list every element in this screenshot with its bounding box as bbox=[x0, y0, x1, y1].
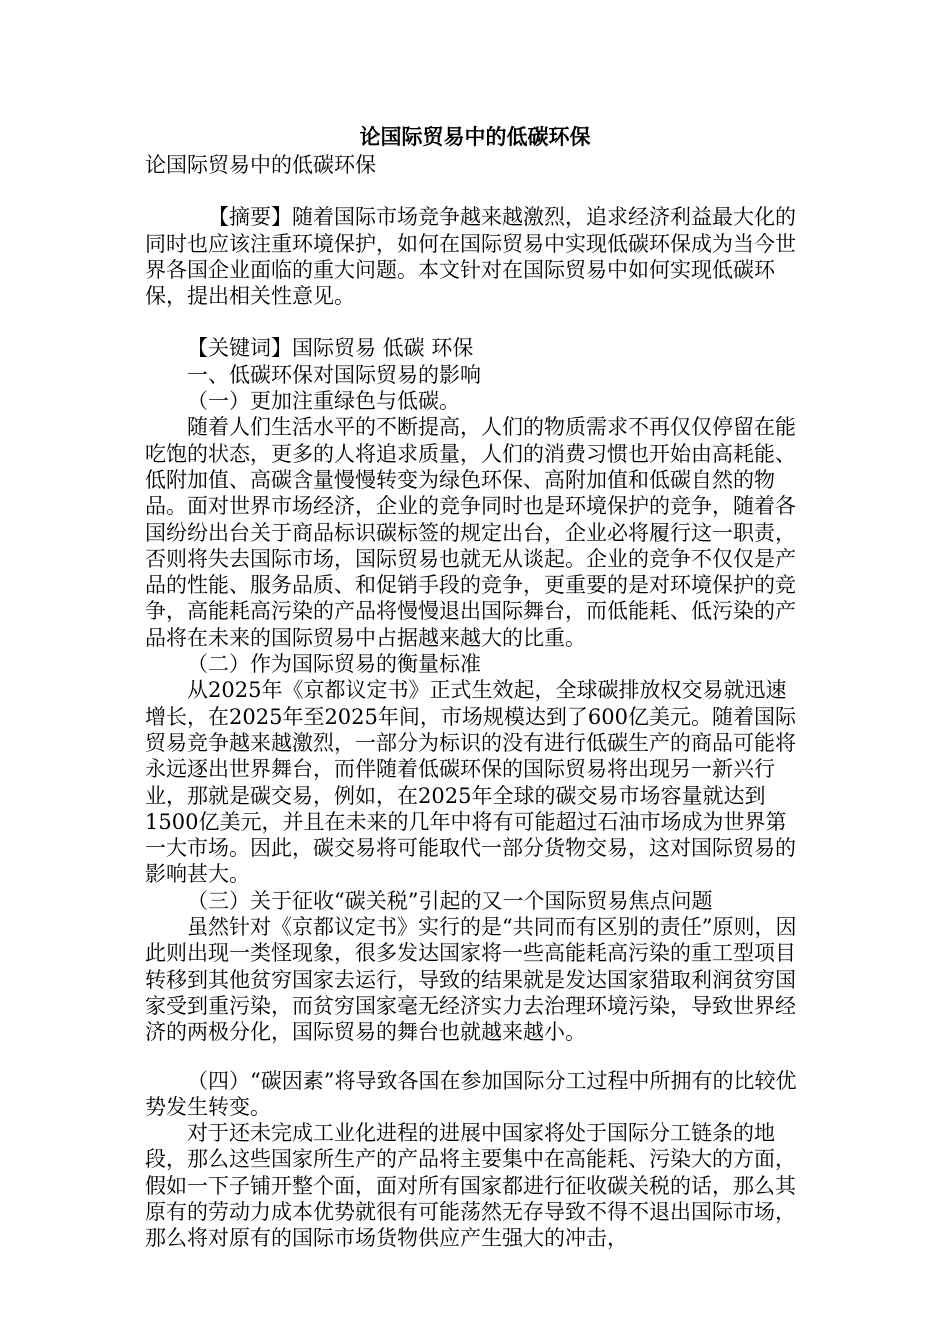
section-1-heading: 一、低碳环保对国际贸易的影响 bbox=[187, 362, 481, 387]
subsection-1-paragraph: 随着人们生活水平的不断提高，人们的物质需求不再仅仅停留在能吃饱的状态，更多的人将追求质量，人们的消费习惯也开始由高耗能、低附加值、高碳含量慢慢转变为绿色环保、高附加值和低碳自然的物品。面对世界市场经济，企业的竞争同时也是环境保护的竞争，随着各国纷纷出台关于商品标识碳标签的规定出台，企业必将履行这一职责，否则将失去国际市场，国际贸易也就无从谈起。企业的竞争不仅仅是产品的性能、服务品质、和促销手段的竞争，更重要的是对环境保护的竞争，高能耗高污染的产品将慢慢退出国际舞台，而低能耗、低污染的产品将在未来的国际贸易中占据越来越大的比重。 bbox=[145, 415, 796, 650]
subsection-2-heading: （二）作为国际贸易的衡量标准 bbox=[187, 652, 481, 677]
subsection-4-paragraph: 对于还未完成工业化进程的进展中国家将处于国际分工链条的地段，那么这些国家所生产的产品将主要集中在高能耗、污染大的方面，假如一下子铺开整个面，面对所有国家都进行征收碳关税的话，那么其原有的劳动力成本优势就很有可能荡然无存导致不得不退出国际市场，那么将对原有的国际市场货物供应产生强大的冲击， bbox=[145, 1121, 796, 1251]
spacer bbox=[145, 178, 805, 204]
keywords-line: 【关键词】国际贸易 低碳 环保 bbox=[187, 336, 474, 361]
subsection-2-paragraph: 从2025年《京都议定书》正式生效起，全球碳排放权交易就迅速增长，在2025年至2025年间，市场规模达到了600亿美元。随着国际贸易竞争越来越激烈，一部分为标识的没有进行低碳生产的商品可能将永远逐出世界舞台，而伴随着低碳环保的国际贸易将出现另一新兴行业，那就是碳交易，例如，在2025年全球的碳交易市场容量就达到1500亿美元，并且在未来的几年中将有可能超过石油市场成为世界第一大市场。因此，碳交易将可能取代一部分货物交易，这对国际贸易的影响甚大。 bbox=[145, 678, 796, 887]
subsection-3-paragraph: 虽然针对《京都议定书》实行的是“共同而有区别的责任”原则，因此则出现一类怪现象，很多发达国家将一些高能耗高污染的重工型项目转移到其他贫穷国家去运行，导致的结果就是发达国家猎取利润贫穷国家受到重污染，而贫穷国家毫无经济实力去治理环境污染，导致世界经济的两极分化，国际贸易的舞台也就越来越小。 bbox=[145, 915, 797, 1045]
document-subtitle: 论国际贸易中的低碳环保 bbox=[145, 153, 376, 177]
subsection-4-heading: （四）“碳因素”将导致各国在参加国际分工过程中所拥有的比较优势发生转变。 bbox=[145, 1068, 797, 1119]
document-title: 论国际贸易中的低碳环保 bbox=[359, 125, 591, 149]
abstract-paragraph: 【摘要】随着国际市场竞争越来越激烈，追求经济利益最大化的同时也应该注重环境保护，如何在国际贸易中实现低碳环保成为当今世界各国企业面临的重大问题。本文针对在国际贸易中如何实现低碳环保，提出相关性意见。 bbox=[145, 205, 796, 309]
subsection-3-heading: （三）关于征收“碳关税”引起的又一个国际贸易焦点问题 bbox=[187, 888, 713, 913]
subsection-1-heading: （一）更加注重绿色与低碳。 bbox=[187, 389, 460, 414]
document-body bbox=[145, 152, 805, 1252]
spacer bbox=[145, 1046, 805, 1068]
spacer bbox=[145, 309, 805, 335]
